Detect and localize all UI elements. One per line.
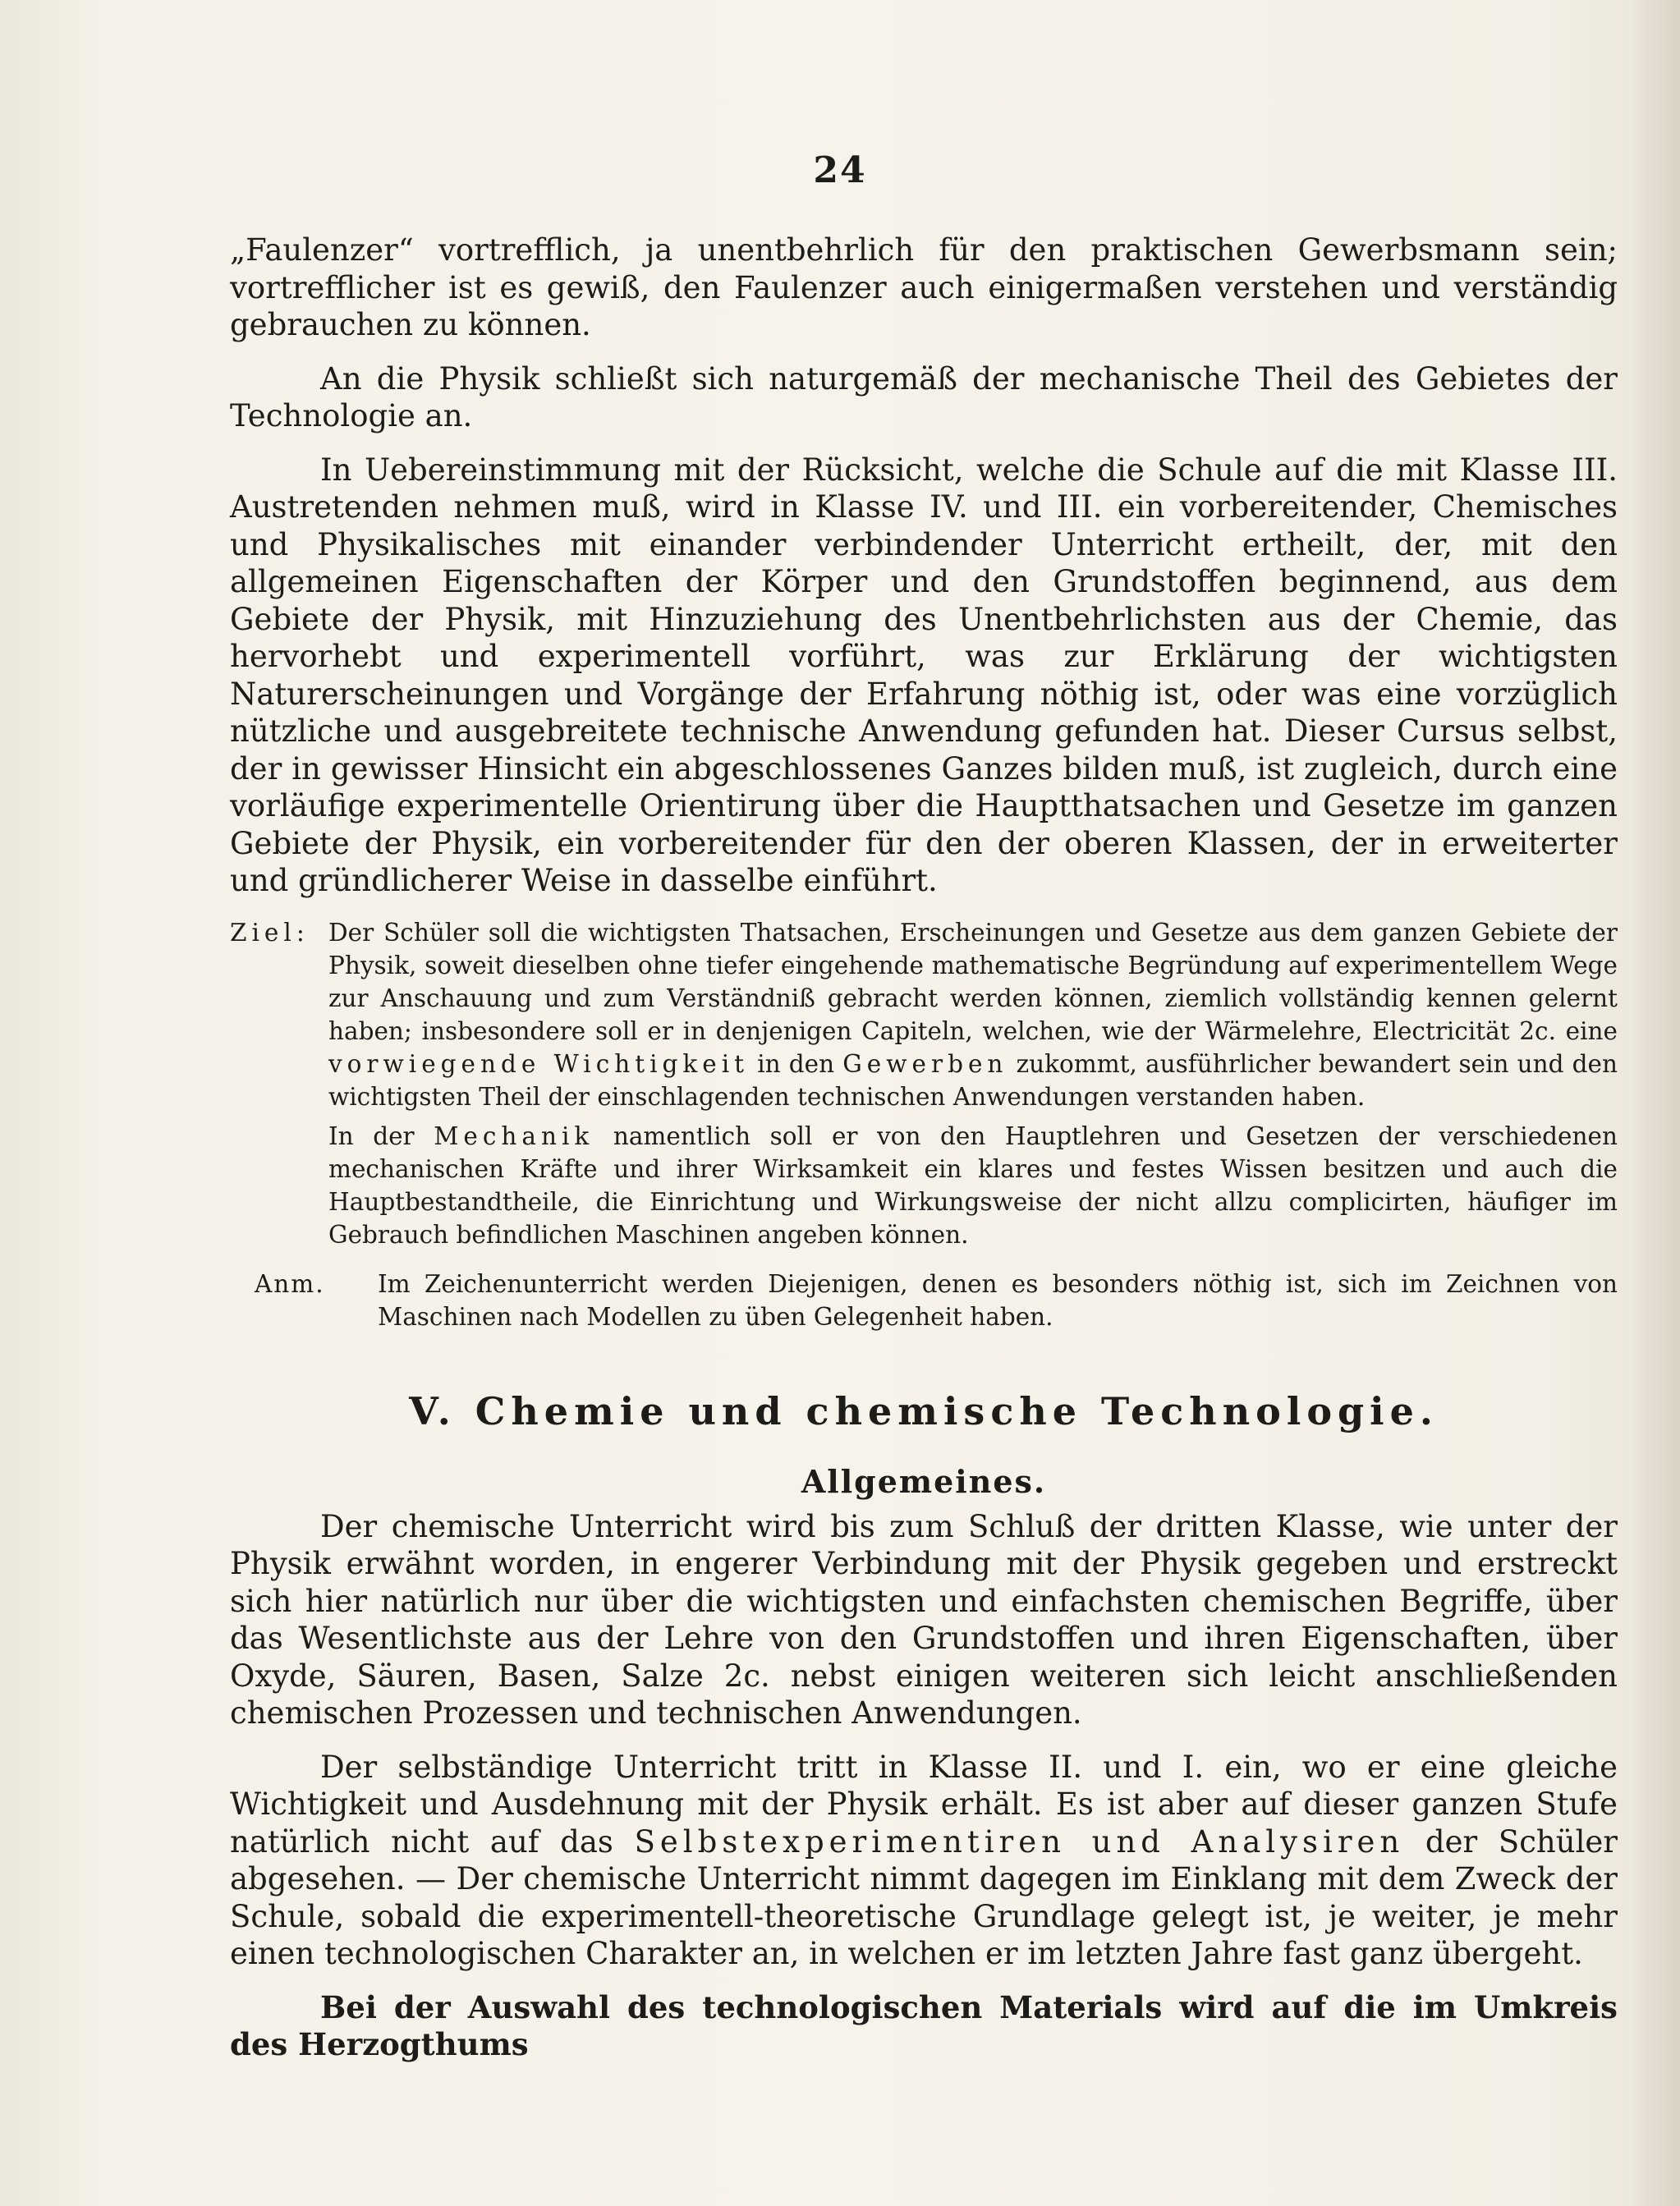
- mechanik-pre: In der: [328, 1121, 415, 1150]
- page-number: 24: [813, 149, 867, 191]
- anm-text: Im Zeichenunterricht werden Diejenigen, denen es besonders nöthig ist, sich im Zeichnen von Maschinen nach Modellen zu üben Gelegenheit haben.: [378, 1269, 1618, 1331]
- ziel-text-part-1: Der Schüler soll die wichtigsten Thatsachen, Erscheinungen und Gesetze aus dem ganzen Gebiete der Physik, soweit dieselben ohne tiefer eingehende mathematische Begründung auf experimentellem Wege zur Anschauung und zum Verständniß gebracht werden können, ziemlich vollständig kennen gelernt haben; insbesondere soll er in denjenigen Capiteln, welchen, wie der Wärmelehre, Electricität 2c. eine: [328, 918, 1618, 1045]
- ziel-text: [328, 916, 1618, 1113]
- paragraph-faulenzer: „Faulenzer“ vortrefflich, ja unentbehrlich für den praktischen Gewerbsmann sein; vortrefflicher ist es gewiß, den Faulenzer auch einigermaßen verstehen und verständig gebrauchen zu können.: [230, 232, 1618, 342]
- paragraph-auswahl: Bei der Auswahl des technologischen Materials wird auf die im Umkreis des Herzogthums: [230, 1988, 1618, 2062]
- ziel-label: Ziel:: [230, 918, 310, 947]
- ziel-spaced-vorwiegende: vorwiegende Wichtigkeit: [328, 1049, 750, 1078]
- anm-label: Anm.: [255, 1269, 325, 1298]
- mechanik-spaced: Mechanik: [434, 1121, 594, 1150]
- para5-spaced: Selbstexperimentiren und Analysiren: [634, 1823, 1405, 1860]
- ziel-spaced-gewerben: Gewerben: [842, 1049, 1008, 1078]
- paragraph-chemischer-unterricht: Der chemische Unterricht wird bis zum Schluß der dritten Klasse, wie unter der Physik erwähnt worden, in engerer Verbindung mit der Physik gegeben und erstreckt sich hier natürlich nur über die wichtigsten und einfachsten chemischen Begriffe, über das Wesentlichste aus der Lehre von den Grundstoffen und ihren Eigenschaften, über Oxyde, Säuren, Basen, Salze 2c. nebst einigen weiteren sich leicht anschließenden chemischen Prozessen und technischen Anwendungen.: [230, 1508, 1618, 1731]
- para5-part-b: der Schüler abgesehen. — Der chemische Unterricht nimmt dagegen im Einklang mit dem Zweck der Schule, sobald die experimentell-theoretische Grundlage gelegt ist, je weiter, je mehr einen technologischen Charakter an, in welchen er im letzten Jahre fast ganz übergeht.: [230, 1823, 1618, 1971]
- ziel-text-part-2: in den: [757, 1049, 835, 1078]
- page-gutter-shadow: [1631, 0, 1680, 2206]
- section-heading: V. Chemie und chemische Technologie.: [409, 1388, 1439, 1433]
- page-body: [230, 232, 1618, 2064]
- mechanik-rest: namentlich soll er von den Hauptlehren und Gesetzen der verschiedenen mechanischen Kräfte und ihrer Wirksamkeit ein klares und festes Wissen besitzen und auch die Hauptbestandtheile, die Einrichtung und Wirkungsweise der nicht allzu complicirten, häufiger im Gebrauch befindlichen Maschinen angeben können.: [328, 1121, 1618, 1249]
- subheading-allgemeines: Allgemeines.: [801, 1462, 1047, 1500]
- anm-block: [230, 1268, 1618, 1333]
- para5-part-a: Der selbständige Unterricht tritt in Klasse II. und I. ein, wo er eine gleiche Wichtigkeit und Ausdehnung mit der Physik erhält. Es ist aber auf dieser ganzen Stufe natürlich nicht auf das: [230, 1749, 1618, 1860]
- paragraph-physik-technologie: An die Physik schließt sich naturgemäß der mechanische Theil des Gebietes der Technologie an.: [230, 360, 1618, 433]
- ziel-text-part-3: zukommt, ausführlicher bewandert sein und den wichtigsten Theil der einschlagenden technischen Anwendungen verstanden haben.: [328, 1049, 1618, 1111]
- ziel-block: [230, 916, 1618, 1113]
- paragraph-uebereinstimmung: In Uebereinstimmung mit der Rücksicht, welche die Schule auf die mit Klasse III. Austretenden nehmen muß, wird in Klasse IV. und III. ein vorbereitender, Chemisches und Physikalisches mit einander verbindender Unterricht ertheilt, der, mit den allgemeinen Eigenschaften der Körper und den Grundstoffen beginnend, aus dem Gebiete der Physik, mit Hinzuziehung des Unentbehrlichsten aus der Chemie, das hervorhebt und experimentell vorführt, was zur Erklärung der wichtigsten Naturerscheinungen und Vorgänge der Erfahrung nöthig ist, oder was eine vorzüglich nützliche und ausgebreitete technische Anwendung gefunden hat. Dieser Cursus selbst, der in gewisser Hinsicht ein abgeschlossenes Ganzes bilden muß, ist zugleich, durch eine vorläufige experimentelle Orientirung über die Hauptthatsachen und Gesetze im ganzen Gebiete der Physik, ein vorbereitender für den der oberen Klassen, der in erweiterter und gründlicherer Weise in dasselbe einführt.: [230, 452, 1618, 898]
- paragraph-mechanik: [230, 1120, 1618, 1251]
- paragraph-selbstaendiger-unterricht: [230, 1749, 1618, 1973]
